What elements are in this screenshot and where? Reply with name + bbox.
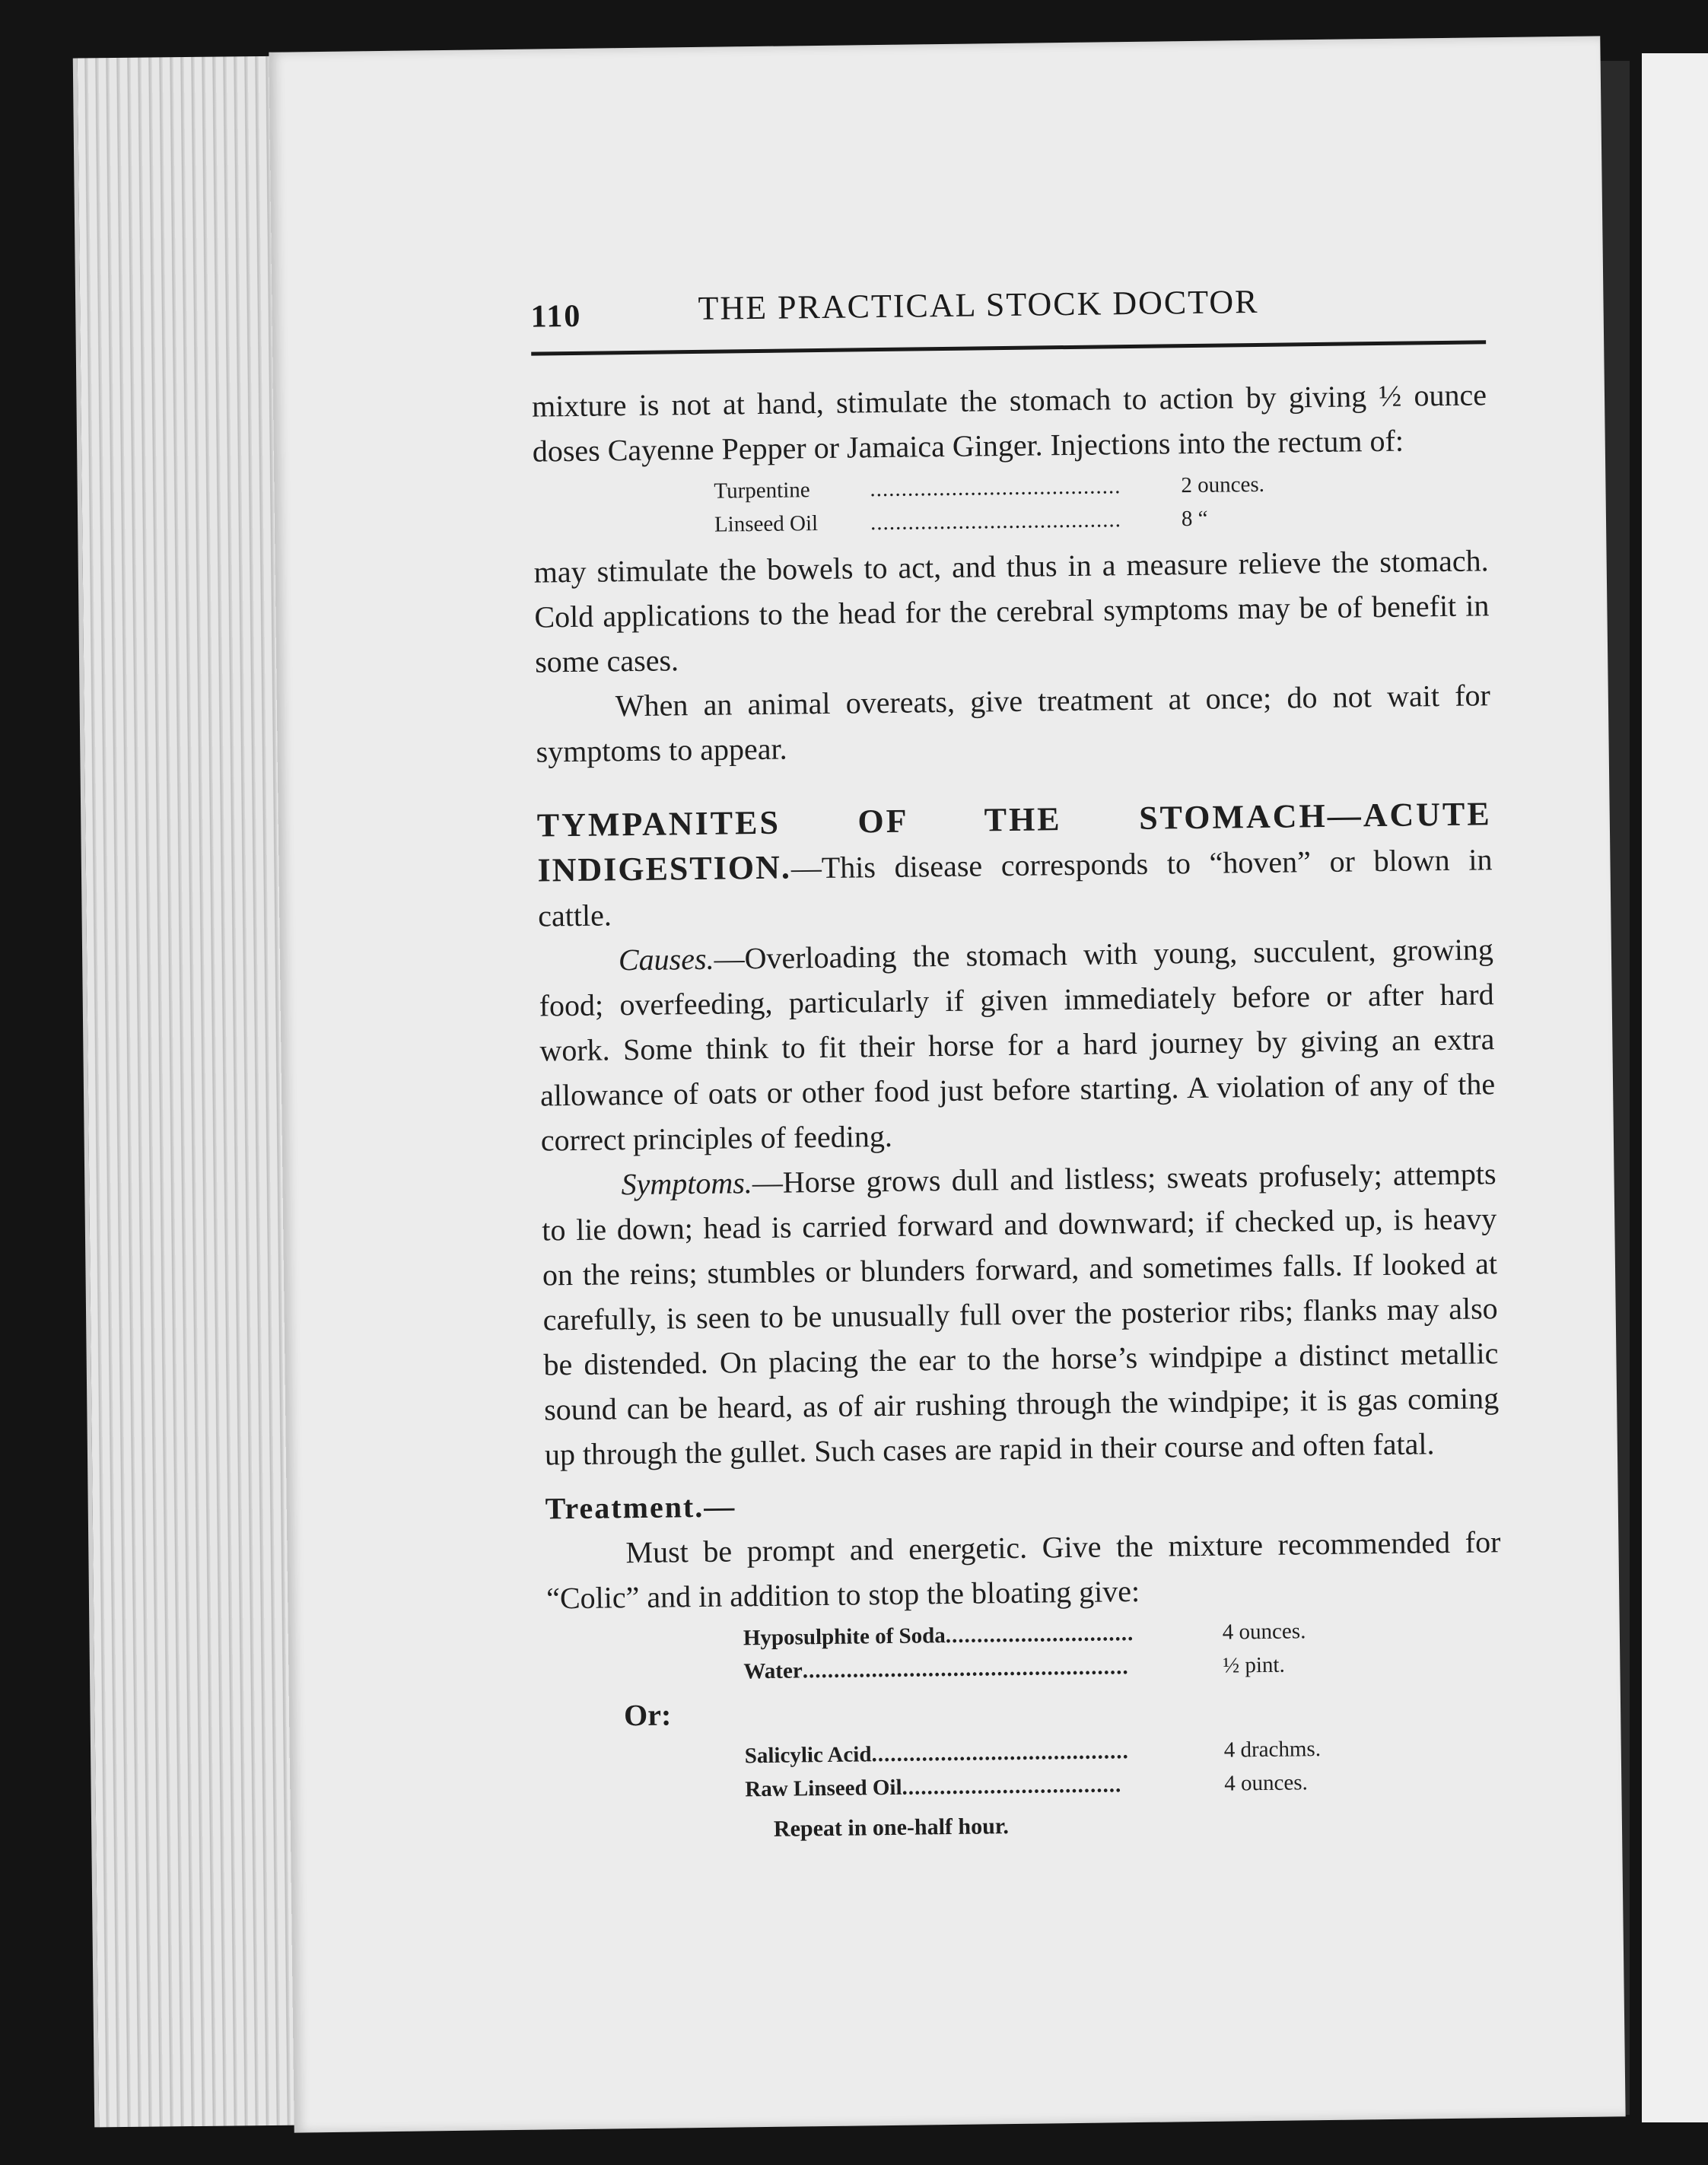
section-heading-continued: INDIGESTION. — [537, 848, 792, 889]
symptoms-label: Symptoms. — [621, 1165, 753, 1202]
ingredient-amount: 4 ounces. — [1222, 1619, 1306, 1645]
ingredient-name: Water — [743, 1658, 803, 1684]
ingredient-amount: 8 “ — [1181, 506, 1208, 532]
or-label: Or: — [623, 1697, 672, 1733]
paragraph-stimulate: may stimulate the bowels to act, and thus in a measure relieve the stomach. Cold applications to the head for the cerebral symptoms may be of benefit in some cases. — [533, 543, 1490, 679]
injection-recipe — [714, 467, 1293, 541]
treatment-paragraph: Must be prompt and energetic. Give the mixture recommended for “Colic” and in addition to stop the bloating give: — [545, 1524, 1501, 1616]
ingredient-name: Linseed Oil — [714, 511, 819, 537]
alternative-recipe — [744, 1732, 1353, 1807]
ingredient-amount: 4 drachms. — [1223, 1737, 1322, 1763]
leader-dots: .............................. — [945, 1621, 1134, 1648]
leader-dots: ........................................ — [870, 474, 1121, 502]
recipe-row — [743, 1648, 1352, 1689]
running-title: THE PRACTICAL STOCK DOCTOR — [698, 282, 1259, 327]
paragraph-continuation: mixture is not at hand, stimulate the stomach to action by giving ½ ounce doses Cayenne Pepper or Jamaica Ginger. Injections into the rectum of: — [531, 377, 1487, 469]
page-number: 110 — [530, 298, 582, 335]
leader-dots: .................................................... — [802, 1655, 1129, 1683]
ingredient-name: Raw Linseed Oil — [745, 1775, 902, 1802]
repeat-instruction: Repeat in one-half hour. — [773, 1814, 1010, 1842]
ingredient-amount: ½ pint. — [1223, 1652, 1285, 1678]
page-header — [530, 273, 1490, 353]
ingredient-amount: 4 ounces. — [1224, 1770, 1308, 1796]
causes-text: —Overloading the stomach with young, succulent, growing food; overfeeding, particularly if given immediately before or after hard work. Some think to fit their horse for a hard journey by giving an extra allowance of oats or other food just before starting. A violation of any of the correct principles of feeding. — [539, 932, 1496, 1158]
causes-label: Causes. — [618, 941, 714, 978]
section-heading: TYMPANITES OF THE STOMACH—ACUTE — [536, 795, 1493, 844]
leader-dots: ........................................ — [870, 507, 1122, 536]
bloating-recipe — [743, 1614, 1353, 1689]
treatment-heading: Treatment.— — [545, 1489, 736, 1526]
paragraph-overeats: When an animal overeats, give treatment at once; do not wait for symptoms to appear. — [536, 678, 1491, 769]
section-intro-text: —This disease corresponds to “hoven” or blown in cattle. — [537, 842, 1493, 933]
section-intro — [537, 836, 1493, 938]
header-rule — [531, 340, 1486, 355]
ingredient-name: Salicylic Acid — [744, 1742, 872, 1769]
ingredient-name: Turpentine — [714, 478, 810, 504]
leader-dots: ................................... — [902, 1772, 1122, 1800]
next-page-edge — [1642, 53, 1708, 2122]
recipe-row — [745, 1766, 1353, 1807]
symptoms-paragraph — [541, 1151, 1500, 1477]
causes-paragraph — [539, 927, 1496, 1162]
leader-dots: ......................................... — [871, 1739, 1129, 1767]
page-body — [532, 372, 1504, 1849]
symptoms-text: —Horse grows dull and listless; sweats profusely; attempts to lie down; head is carried forward and downward; if checked up, is heavy on the reins; stumbles or blunders forward, and sometimes falls. If looked at carefully, is seen to be unusually full over the posterior ribs; flanks may also be distended. On placing the ear to the horse’s windpipe a distinct metallic sound can be heard, as of air rushing through the windpipe; it is gas coming up through the gullet. Such cases are rapid in their course and often fatal. — [542, 1156, 1500, 1472]
ingredient-name: Hyposulphite of Soda — [743, 1623, 946, 1651]
recipe-row — [714, 501, 1293, 541]
ingredient-amount: 2 ounces. — [1181, 472, 1265, 498]
book-page — [269, 36, 1625, 2132]
